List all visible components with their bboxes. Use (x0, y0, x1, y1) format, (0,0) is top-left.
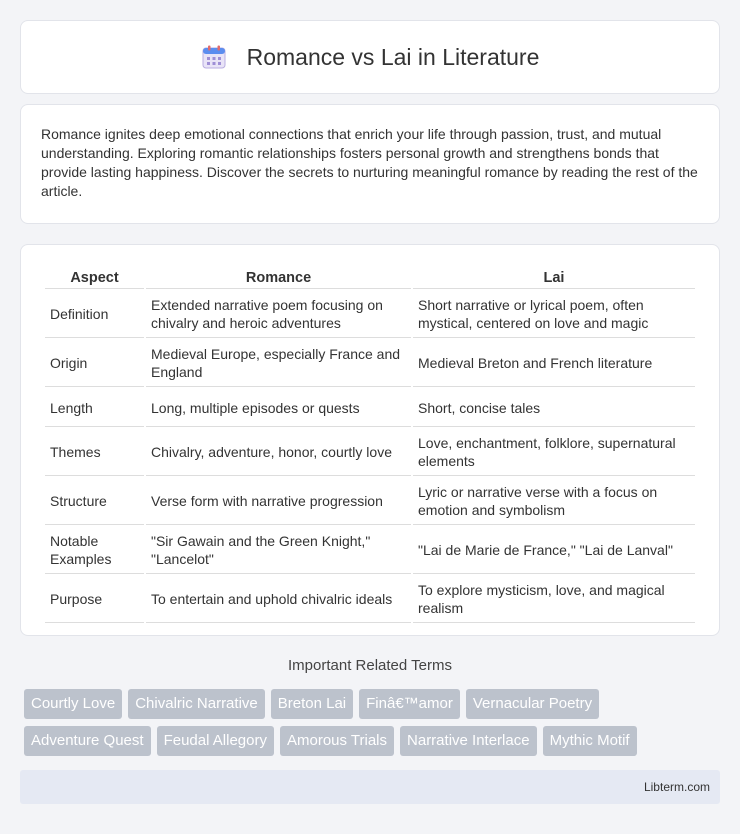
term-tag[interactable]: Finâ€™amor (359, 689, 460, 719)
related-terms-title: Important Related Terms (288, 657, 452, 674)
row-lai: "Lai de Marie de France," "Lai de Lanval" (413, 527, 695, 574)
row-lai: Lyric or narrative verse with a focus on emotion and symbolism (413, 478, 695, 525)
row-lai: Love, enchantment, folklore, supernatural elements (413, 429, 695, 476)
header-romance: Romance (146, 267, 411, 289)
table-row (45, 478, 695, 525)
table-row (45, 527, 695, 574)
table-row (45, 576, 695, 623)
row-romance: Long, multiple episodes or quests (146, 389, 411, 427)
row-aspect: Themes (45, 429, 144, 476)
row-lai: Short narrative or lyrical poem, often mystical, centered on love and magic (413, 291, 695, 338)
comparison-card (20, 244, 720, 636)
page-title: Romance vs Lai in Literature (246, 43, 540, 70)
term-tag[interactable]: Courtly Love (24, 689, 122, 719)
row-lai: To explore mysticism, love, and magical realism (413, 576, 695, 623)
table-header-row (45, 267, 695, 289)
row-aspect: Length (45, 389, 144, 427)
row-aspect: Purpose (45, 576, 144, 623)
row-romance: "Sir Gawain and the Green Knight," "Lancelot" (146, 527, 411, 574)
term-tag[interactable]: Adventure Quest (24, 726, 151, 756)
intro-card (20, 104, 720, 224)
intro-text: Romance ignites deep emotional connections that enrich your life through passion, trust, and mutual understanding. Exploring romantic relationships fosters personal growth and strengthens bonds that provide lasting happiness. Discover the secrets to nurturing meaningful romance by reading the rest of the article. (41, 126, 698, 199)
term-tag[interactable]: Feudal Allegory (157, 726, 274, 756)
footer-site-link[interactable]: Libterm.com (643, 780, 710, 794)
table-row (45, 340, 695, 387)
row-romance: Medieval Europe, especially France and England (146, 340, 411, 387)
row-romance: To entertain and uphold chivalric ideals (146, 576, 411, 623)
title-card (20, 20, 720, 94)
term-tag[interactable]: Chivalric Narrative (128, 689, 265, 719)
table-row (45, 389, 695, 427)
row-aspect: Definition (45, 291, 144, 338)
related-terms-list (24, 689, 724, 756)
header-lai: Lai (413, 267, 695, 289)
row-romance: Chivalry, adventure, honor, courtly love (146, 429, 411, 476)
row-lai: Short, concise tales (413, 389, 695, 427)
row-romance: Extended narrative poem focusing on chivalry and heroic adventures (146, 291, 411, 338)
row-aspect: Notable Examples (45, 527, 144, 574)
term-tag[interactable]: Vernacular Poetry (466, 689, 599, 719)
term-tag[interactable]: Amorous Trials (280, 726, 394, 756)
term-tag[interactable]: Narrative Interlace (400, 726, 537, 756)
row-aspect: Origin (45, 340, 144, 387)
table-row (45, 429, 695, 476)
comparison-table (43, 265, 697, 625)
term-tag[interactable]: Breton Lai (271, 689, 353, 719)
row-lai: Medieval Breton and French literature (413, 340, 695, 387)
row-aspect: Structure (45, 478, 144, 525)
header-aspect: Aspect (45, 267, 144, 289)
table-row (45, 291, 695, 338)
calendar-icon (201, 44, 227, 70)
footer (20, 770, 720, 804)
term-tag[interactable]: Mythic Motif (543, 726, 637, 756)
row-romance: Verse form with narrative progression (146, 478, 411, 525)
